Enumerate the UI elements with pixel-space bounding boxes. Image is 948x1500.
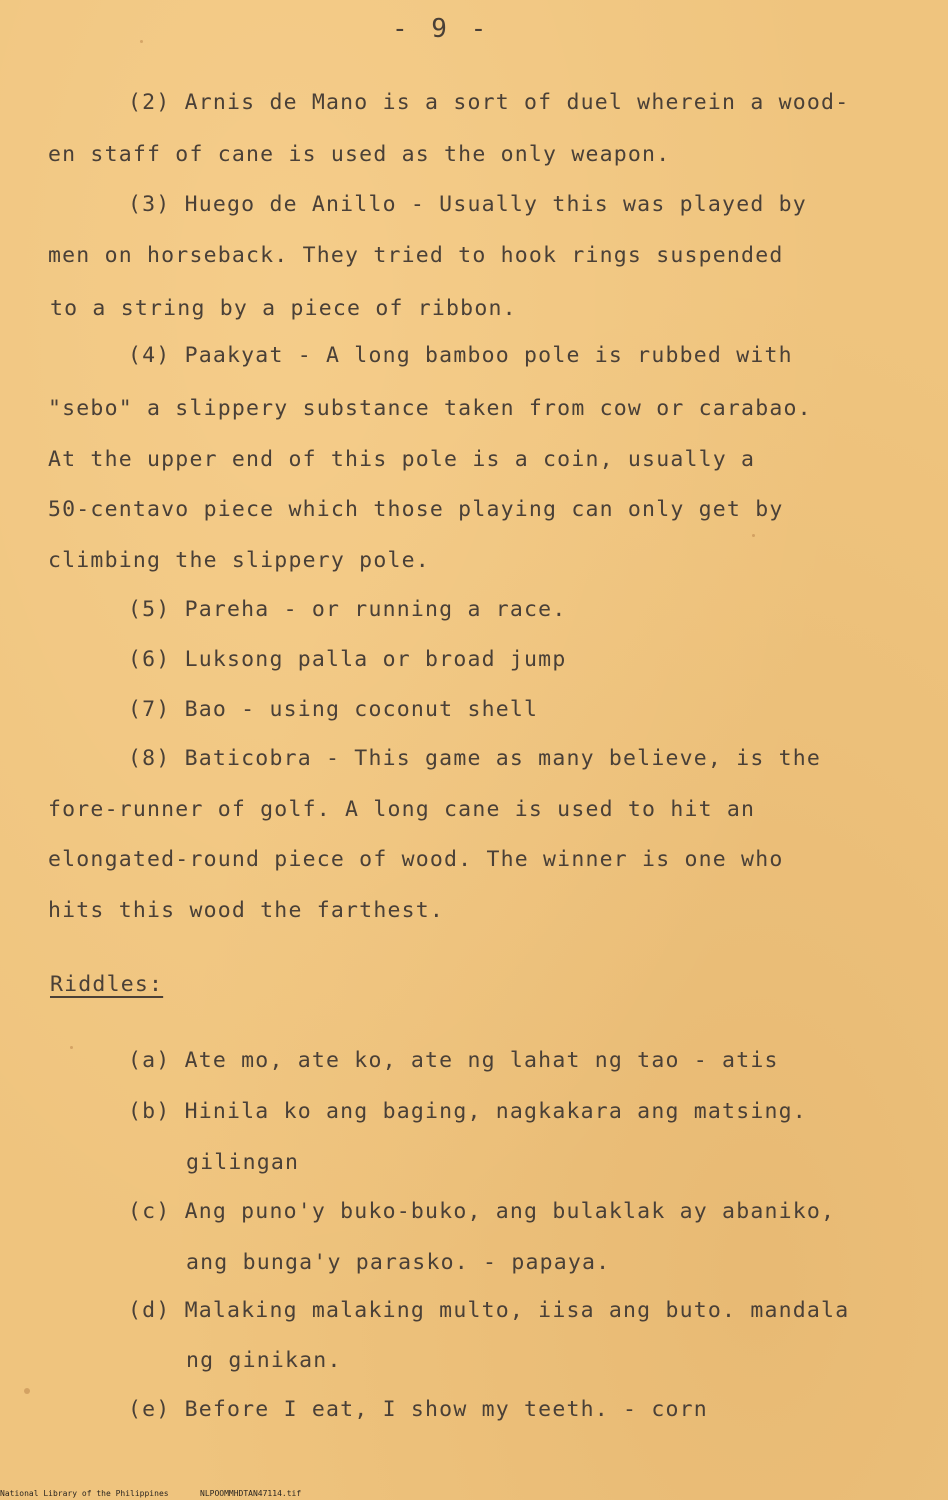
paper-speck [70,1046,73,1049]
footer-library: National Library of the Philippines [0,1489,169,1498]
game-2-line-1: (2) Arnis de Mano is a sort of duel wherein a wood- [128,90,850,115]
game-4-line-4: 50-centavo piece which those playing can only get by [48,497,784,522]
game-7-line-1: (7) Bao - using coconut shell [128,697,539,722]
riddle-d-line-1: (d) Malaking malaking multo, iisa ang buto. mandala [128,1298,850,1323]
riddle-e-line-1: (e) Before I eat, I show my teeth. - corn [128,1397,708,1422]
paper-speck [24,1388,30,1394]
riddle-b-line-1: (b) Hinila ko ang baging, nagkakara ang matsing. [128,1099,807,1124]
game-3-line-3: to a string by a piece of ribbon. [50,296,517,321]
game-2-line-2: en staff of cane is used as the only weapon. [48,142,671,167]
riddle-c-line-2: ang bunga'y parasko. - papaya. [186,1250,611,1275]
footer-filename: NLPOOMMHDTAN47114.tif [200,1489,302,1498]
riddle-b-line-2: gilingan [186,1150,300,1175]
footer [0,1489,302,1498]
game-8-line-2: fore-runner of golf. A long cane is used to hit an [48,797,756,822]
paper-speck [140,40,143,43]
page-number: - 9 - [392,14,491,44]
riddle-d-line-2: ng ginikan. [186,1348,342,1373]
game-8-line-3: elongated-round piece of wood. The winner is one who [48,847,784,872]
game-4-line-2: "sebo" a slippery substance taken from cow or carabao. [48,396,812,421]
game-4-line-5: climbing the slippery pole. [48,548,430,573]
game-3-line-1: (3) Huego de Anillo - Usually this was played by [128,192,807,217]
game-4-line-3: At the upper end of this pole is a coin, usually a [48,447,756,472]
game-8-line-4: hits this wood the farthest. [48,898,445,923]
riddles-heading: Riddles: [50,972,164,997]
game-4-line-1: (4) Paakyat - A long bamboo pole is rubbed with [128,343,793,368]
riddle-c-line-1: (c) Ang puno'y buko-buko, ang bulaklak ay abaniko, [128,1199,836,1224]
game-5-line-1: (5) Pareha - or running a race. [128,597,567,622]
game-3-line-2: men on horseback. They tried to hook rings suspended [48,243,784,268]
game-6-line-1: (6) Luksong palla or broad jump [128,647,567,672]
riddle-a-line-1: (a) Ate mo, ate ko, ate ng lahat ng tao - atis [128,1048,779,1073]
paper-speck [752,534,755,537]
game-8-line-1: (8) Baticobra - This game as many believe, is the [128,746,822,771]
